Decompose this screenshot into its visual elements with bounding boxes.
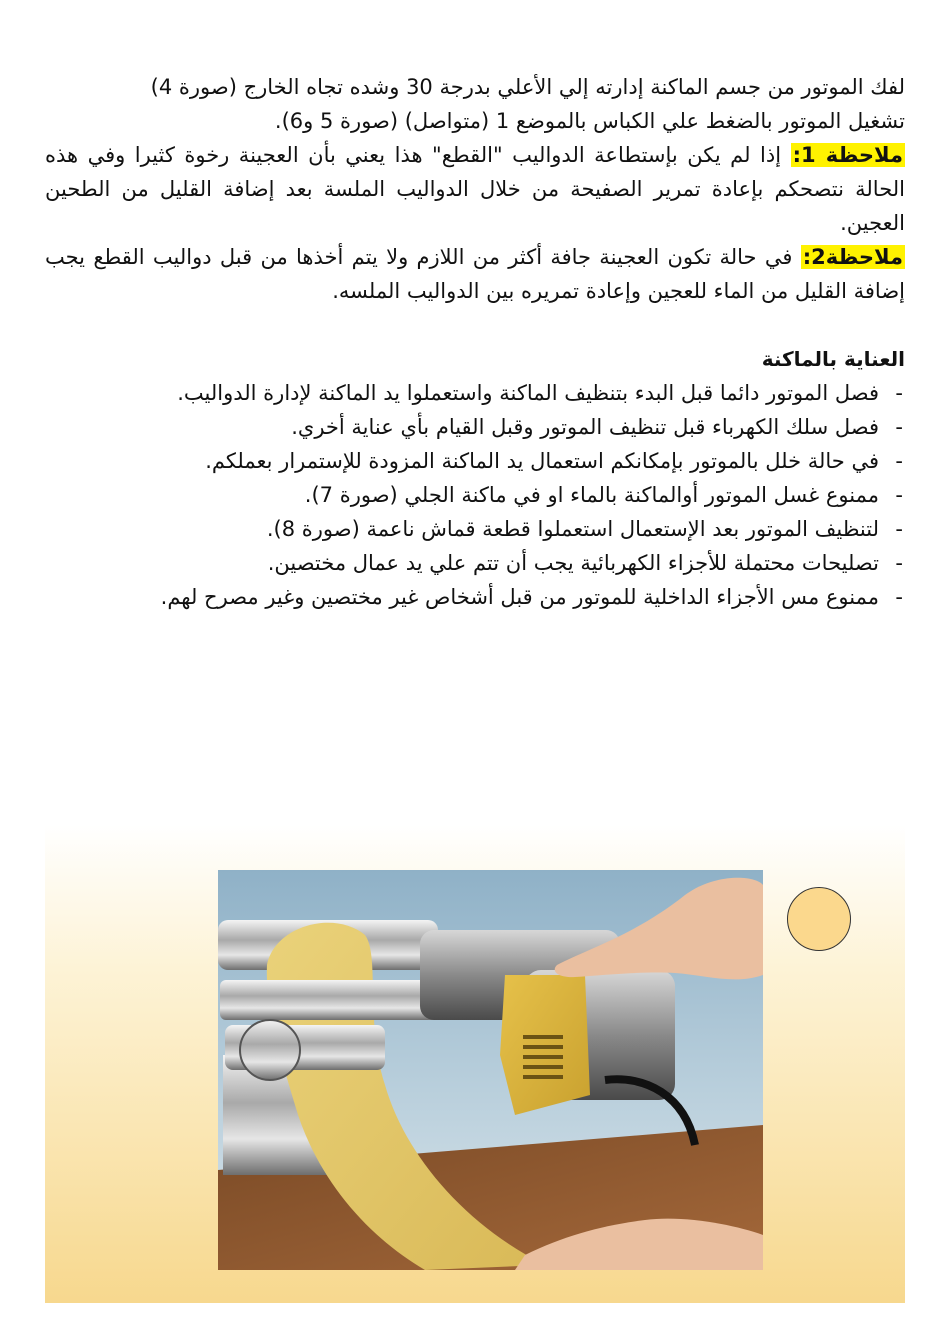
list-item-text: فصل سلك الكهرباء قبل تنظيف الموتور وقبل القيام بأي عناية أخري. bbox=[291, 415, 879, 439]
note-2 bbox=[45, 240, 905, 308]
bullet-dash: - bbox=[895, 449, 903, 473]
note-2-text: في حالة تكون العجينة جافة أكثر من اللازم ولا يتم أخذها من قبل دواليب القطع يجب إضافة القليل من الماء للعجين وإعادة تمريره بين الدواليب الملسه. bbox=[45, 245, 905, 303]
note-1 bbox=[45, 138, 905, 240]
list-item-text: ممنوع مس الأجزاء الداخلية للموتور من قبل أشخاص غير مختصين وغير مصرح لهم. bbox=[160, 585, 879, 609]
bullet-dash: - bbox=[895, 585, 903, 609]
section-title: العناية بالماكنة bbox=[761, 347, 905, 371]
list-item bbox=[45, 376, 905, 410]
note-1-text: إذا لم يكن بإستطاعة الدواليب "القطع" هذا يعني بأن العجينة رخوة كثيرا وفي هذه الحالة نتصحكم بإعادة تمرير الصفيحة من خلال الدواليب الملسة بعد إضافة القليل من الطحين العجين. bbox=[45, 143, 905, 235]
figure-badge-circle bbox=[787, 887, 851, 951]
list-item-text: فصل الموتور دائما قبل البدء بتنظيف الماكنة واستعملوا يد الماكنة لإدارة الدواليب. bbox=[177, 381, 879, 405]
machine-knob bbox=[240, 1020, 300, 1080]
note-1-label: ملاحظة 1: bbox=[792, 143, 903, 167]
list-item-text: لتنظيف الموتور بعد الإستعمال استعملوا قطعة قماش ناعمة (صورة 8). bbox=[266, 517, 879, 541]
pasta-machine-photo bbox=[45, 825, 905, 1303]
list-item bbox=[45, 444, 905, 478]
list-item bbox=[45, 410, 905, 444]
bullet-dash: - bbox=[895, 551, 903, 575]
list-item bbox=[45, 546, 905, 580]
bullet-dash: - bbox=[895, 517, 903, 541]
note-2-label: ملاحظة2: bbox=[802, 245, 903, 269]
instructions-text bbox=[45, 70, 905, 614]
bullet-dash: - bbox=[895, 381, 903, 405]
intro-paragraph-1: لفك الموتور من جسم الماكنة إدارته إلي الأعلي بدرجة 30 وشده تجاه الخارج (صورة 4) bbox=[150, 75, 905, 99]
list-item-text: تصليحات محتملة للأجزاء الكهربائية يجب أن تتم علي يد عمال مختصين. bbox=[267, 551, 879, 575]
bullet-dash: - bbox=[895, 415, 903, 439]
list-item-text: ممنوع غسل الموتور أوالماكنة بالماء او في ماكنة الجلي (صورة 7). bbox=[304, 483, 879, 507]
list-item bbox=[45, 512, 905, 546]
care-list bbox=[45, 376, 905, 614]
list-item bbox=[45, 580, 905, 614]
photo-panel bbox=[45, 825, 905, 1303]
list-item-text: في حالة خلل بالموتور بإمكانكم استعمال يد الماكنة المزودة للإستمرار بعملكم. bbox=[205, 449, 879, 473]
bullet-dash: - bbox=[895, 483, 903, 507]
spacer bbox=[45, 308, 905, 342]
list-item bbox=[45, 478, 905, 512]
intro-paragraph-2: تشغيل الموتور بالضغط علي الكباس بالموضع 1 (متواصل) (صورة 5 و6). bbox=[274, 109, 905, 133]
